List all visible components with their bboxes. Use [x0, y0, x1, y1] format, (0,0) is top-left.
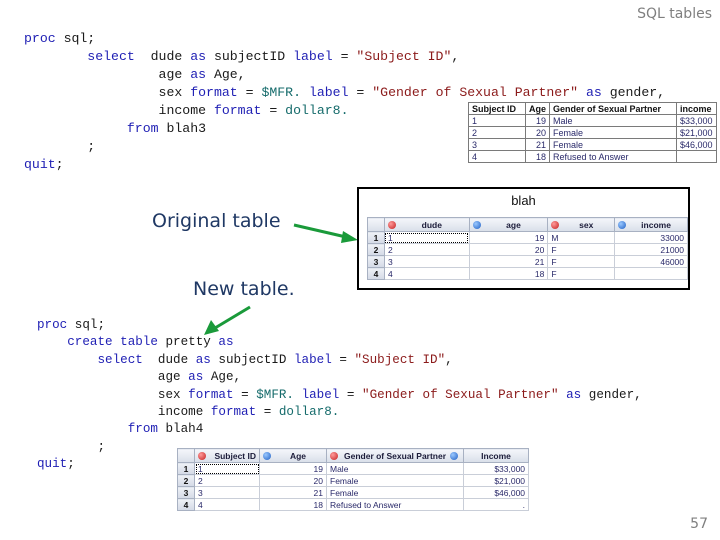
- table-cell: $33,000: [677, 115, 717, 127]
- column-header-label: sex: [579, 219, 594, 230]
- code-token: label: [293, 49, 333, 64]
- code-token: dude: [134, 49, 191, 64]
- table-row[interactable]: [368, 232, 688, 244]
- table-cell[interactable]: $21,000: [464, 475, 529, 487]
- table-row[interactable]: [178, 487, 529, 499]
- column-header: Gender of Sexual Partner: [550, 103, 677, 115]
- row-number: 4: [368, 268, 385, 280]
- column-header-label: dude: [421, 219, 442, 230]
- grid-header-row: [178, 449, 529, 463]
- table-row[interactable]: [178, 499, 529, 511]
- table-cell[interactable]: 21000: [615, 244, 688, 256]
- row-number-header: [368, 218, 385, 232]
- table-cell[interactable]: 19: [260, 463, 327, 475]
- code-token: subjectID: [210, 352, 294, 367]
- row-number-header: [178, 449, 195, 463]
- table-cell[interactable]: .: [464, 499, 529, 511]
- table-cell: 2: [469, 127, 526, 139]
- code-token: ,: [445, 352, 453, 367]
- column-header-label: Income: [481, 450, 511, 461]
- code-token: proc: [24, 31, 56, 46]
- table-cell: Refused to Answer: [550, 151, 677, 163]
- table-cell[interactable]: 2: [384, 244, 469, 256]
- code-token: ,: [451, 49, 460, 64]
- code-token: gender,: [601, 85, 666, 100]
- code-token: =: [256, 405, 279, 420]
- code-token: "Subject ID": [356, 49, 452, 64]
- table-cell: Female: [550, 127, 677, 139]
- code-token: =: [261, 103, 286, 118]
- code-token: gender,: [581, 387, 642, 402]
- code-token: as: [218, 335, 234, 350]
- column-header[interactable]: [327, 449, 464, 463]
- code-token: as: [585, 85, 602, 100]
- code-token: from: [126, 121, 159, 136]
- table-cell[interactable]: Refused to Answer: [327, 499, 464, 511]
- table-cell[interactable]: Male: [327, 463, 464, 475]
- code-token: format: [210, 405, 257, 420]
- table-cell[interactable]: 18: [469, 268, 548, 280]
- table-cell[interactable]: $46,000: [464, 487, 529, 499]
- table-cell[interactable]: 20: [260, 475, 327, 487]
- code-token: format: [188, 387, 234, 402]
- code-token: [37, 422, 128, 436]
- column-header-label: Subject ID: [214, 450, 256, 461]
- table-cell[interactable]: 19: [469, 232, 548, 244]
- column-header[interactable]: [384, 218, 469, 232]
- original-table-title: blah: [511, 193, 536, 208]
- code-token: "Gender of Sexual Partner": [362, 387, 559, 402]
- table-cell[interactable]: 4: [195, 499, 260, 511]
- table-cell[interactable]: Female: [327, 487, 464, 499]
- code-token: =: [237, 85, 262, 100]
- original-table-label: Original table: [152, 210, 281, 232]
- column-header: income: [677, 103, 717, 115]
- code-token: sex: [37, 387, 189, 402]
- table-cell: 18: [526, 151, 550, 163]
- code-token: ;: [67, 457, 75, 472]
- code-token: ;: [55, 157, 64, 172]
- code-token: as: [190, 67, 207, 82]
- code-token: "Subject ID": [354, 352, 446, 367]
- column-header-label: age: [506, 219, 521, 230]
- table-cell[interactable]: 20: [469, 244, 548, 256]
- row-number: 1: [368, 232, 385, 244]
- code-token: as: [566, 387, 582, 402]
- table-row[interactable]: [368, 268, 688, 280]
- table-cell[interactable]: [615, 268, 688, 280]
- code-token: format: [213, 103, 262, 118]
- table-cell: 20: [526, 127, 550, 139]
- code-token: dollar8.: [285, 103, 349, 118]
- code-token: age: [37, 370, 189, 385]
- code-token: dude: [142, 352, 196, 367]
- grid-header-row: [368, 218, 688, 232]
- column-header: Subject ID: [469, 103, 526, 115]
- code-token: blah4: [157, 422, 204, 437]
- column-header-label: Age: [289, 450, 307, 461]
- table-cell: Female: [550, 139, 677, 151]
- column-header[interactable]: [195, 449, 260, 463]
- code-token: income: [24, 103, 214, 118]
- table-cell[interactable]: 46000: [615, 256, 688, 268]
- row-number: 3: [368, 256, 385, 268]
- code-token: label: [301, 387, 340, 402]
- table-cell: Male: [550, 115, 677, 127]
- code-token: subjectID: [206, 49, 294, 64]
- row-number: 2: [178, 475, 195, 487]
- page-number: 57: [690, 516, 708, 532]
- code-token: format: [190, 85, 238, 100]
- column-header[interactable]: [469, 218, 548, 232]
- column-header-label: income: [641, 219, 671, 230]
- table-cell[interactable]: F: [548, 244, 615, 256]
- code-token: $MFR.: [261, 85, 302, 100]
- table-cell: $46,000: [677, 139, 717, 151]
- code-token: as: [188, 370, 204, 385]
- arrow-to-original-table: [294, 225, 358, 243]
- character-column-icon: [330, 452, 338, 460]
- code-token: sql;: [67, 318, 106, 332]
- code-token: ;: [37, 439, 106, 454]
- code-token: Age,: [203, 370, 242, 385]
- table-cell[interactable]: 2: [195, 475, 260, 487]
- original-table-window: [357, 187, 690, 290]
- table-cell: 4: [469, 151, 526, 163]
- table-row[interactable]: [178, 475, 529, 487]
- table-cell: 21: [526, 139, 550, 151]
- code-token: [37, 335, 67, 349]
- row-number: 4: [178, 499, 195, 511]
- code-token: blah3: [158, 121, 207, 136]
- new-table-label: New table.: [193, 278, 295, 300]
- code-token: quit: [24, 157, 56, 172]
- code-token: as: [190, 49, 207, 64]
- row-number: 2: [368, 244, 385, 256]
- column-header[interactable]: [464, 449, 529, 463]
- numeric-column-icon: [473, 221, 481, 229]
- table-cell[interactable]: 21: [469, 256, 548, 268]
- row-number: 3: [178, 487, 195, 499]
- table-cell: 1: [469, 115, 526, 127]
- code-token: =: [331, 352, 355, 367]
- column-header-label: Gender of Sexual Partner: [344, 450, 447, 461]
- table-cell[interactable]: Female: [327, 475, 464, 487]
- table-row[interactable]: [368, 244, 688, 256]
- table-cell[interactable]: F: [548, 256, 615, 268]
- table-cell: 3: [469, 139, 526, 151]
- column-header[interactable]: [260, 449, 327, 463]
- code-token: ;: [24, 139, 96, 154]
- table-cell[interactable]: 21: [260, 487, 327, 499]
- column-header: Age: [526, 103, 550, 115]
- code-token: $MFR.: [256, 387, 294, 402]
- numeric-column-icon: [263, 452, 271, 460]
- new-table-grid: [177, 448, 529, 511]
- table-cell[interactable]: 33000: [615, 232, 688, 244]
- code-token: [294, 388, 302, 402]
- table-cell[interactable]: 3: [195, 487, 260, 499]
- code-token: from: [127, 422, 158, 437]
- numeric-column-icon: [450, 452, 458, 460]
- character-column-icon: [388, 221, 396, 229]
- slide-title: SQL tables: [637, 6, 712, 22]
- table-cell[interactable]: M: [548, 232, 615, 244]
- code-token: create table: [67, 335, 158, 350]
- code-token: label: [308, 85, 349, 100]
- code-token: select: [24, 49, 135, 64]
- code-token: select: [37, 352, 143, 367]
- table-cell[interactable]: 4: [384, 268, 469, 280]
- table-cell[interactable]: 1: [195, 463, 260, 475]
- code-token: =: [348, 85, 373, 100]
- code-token: sex: [24, 85, 191, 100]
- code-token: [559, 388, 567, 402]
- original-table-grid: [367, 217, 688, 280]
- table-cell[interactable]: 3: [384, 256, 469, 268]
- table-cell[interactable]: 18: [260, 499, 327, 511]
- code-token: proc: [37, 318, 68, 332]
- numeric-column-icon: [618, 221, 626, 229]
- character-column-icon: [551, 221, 559, 229]
- code-token: as: [195, 352, 211, 367]
- code-token: sql;: [55, 31, 96, 46]
- character-column-icon: [198, 452, 206, 460]
- code-token: age: [24, 67, 191, 82]
- code-token: pretty: [157, 335, 219, 350]
- table-row[interactable]: [178, 463, 529, 475]
- table-cell[interactable]: $33,000: [464, 463, 529, 475]
- table-row[interactable]: [368, 256, 688, 268]
- code-token: dollar8.: [278, 405, 340, 420]
- code-token: Age,: [206, 67, 246, 82]
- table-cell[interactable]: F: [548, 268, 615, 280]
- table-cell[interactable]: 1: [384, 232, 469, 244]
- code-token: =: [233, 387, 257, 402]
- code-token: income: [37, 405, 211, 420]
- table-cell: 19: [526, 115, 550, 127]
- column-header[interactable]: [548, 218, 615, 232]
- row-number: 1: [178, 463, 195, 475]
- column-header[interactable]: [615, 218, 688, 232]
- code-token: =: [339, 387, 363, 402]
- code-token: "Gender of Sexual Partner": [372, 85, 579, 100]
- table-cell: $21,000: [677, 127, 717, 139]
- code-token: quit: [37, 457, 68, 472]
- code-token: label: [293, 352, 332, 367]
- code-token: =: [332, 49, 357, 64]
